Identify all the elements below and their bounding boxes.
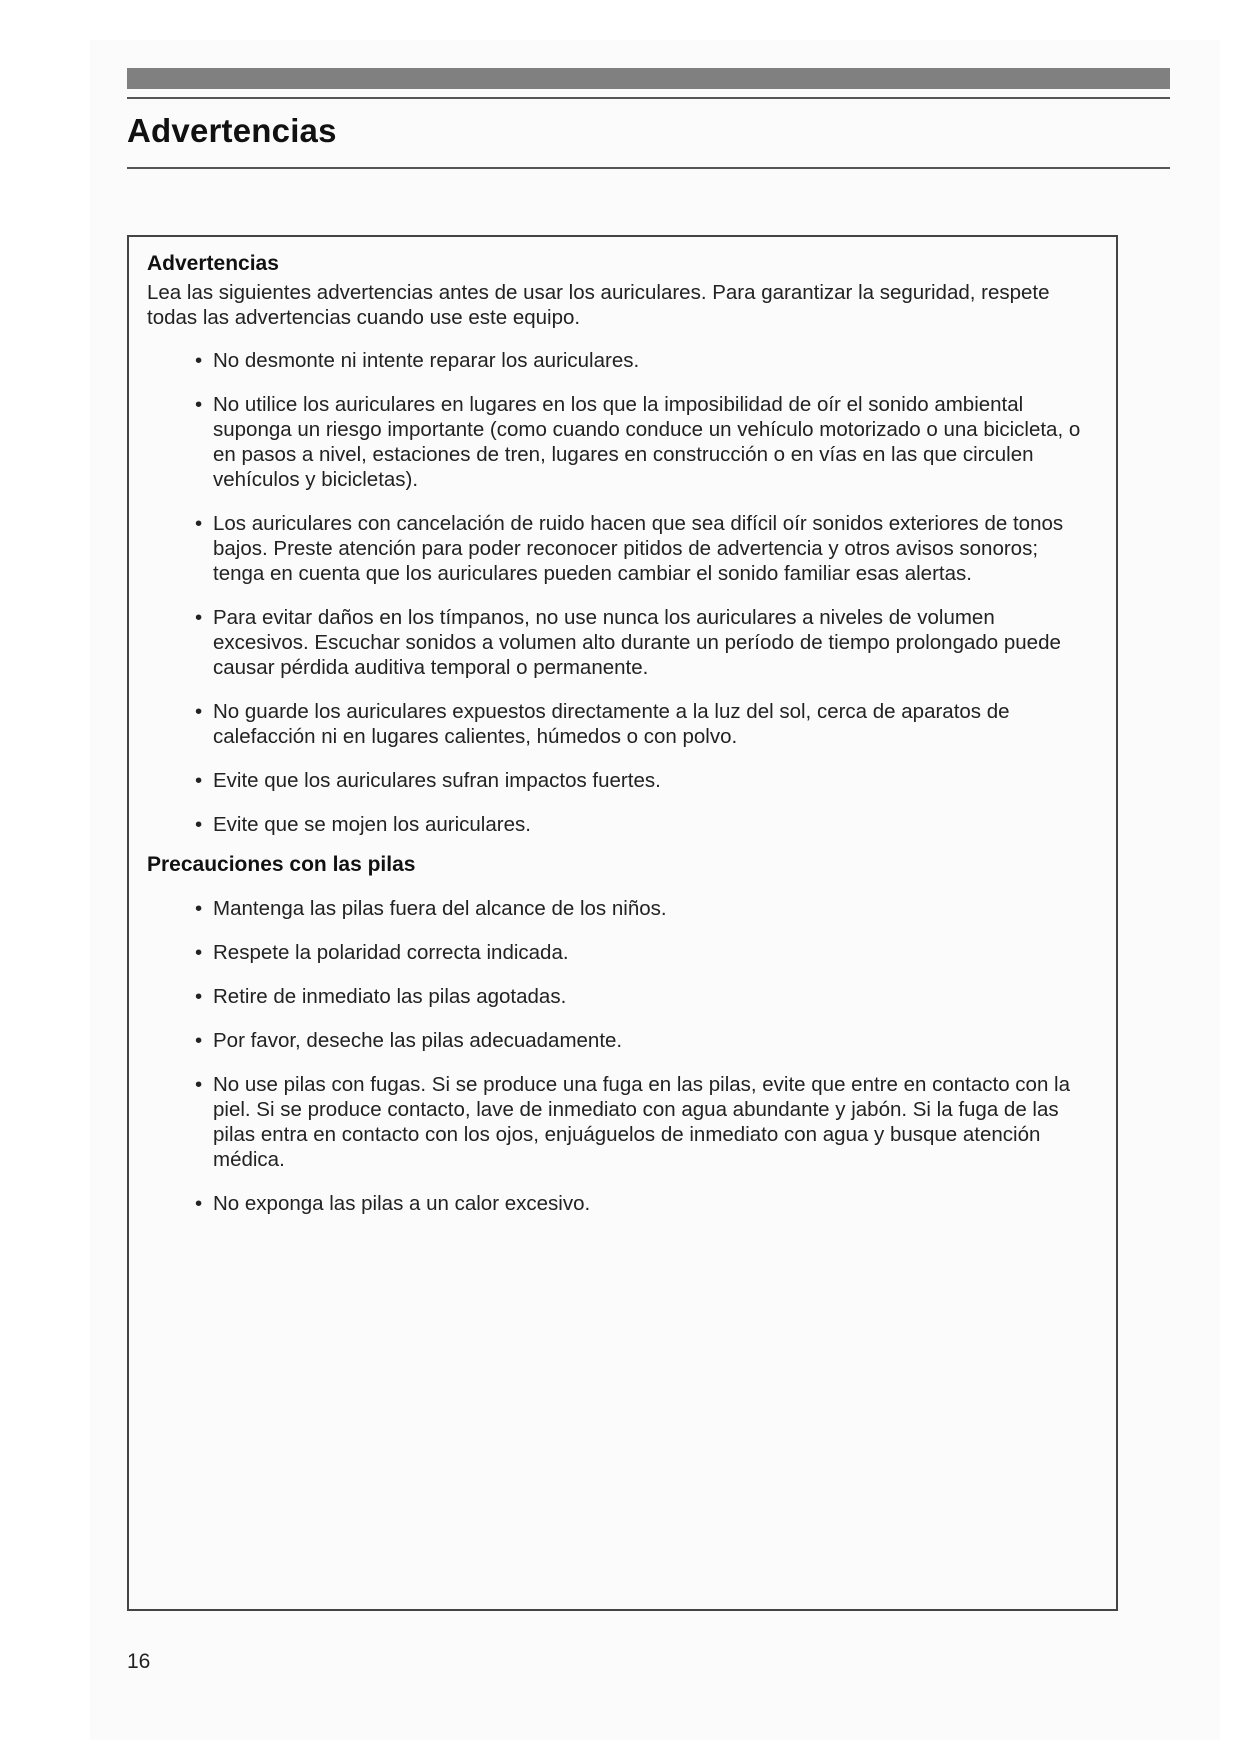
batteries-list [147,896,1094,1216]
list-item: • No guarde los auriculares expuestos directamente a la luz del sol, cerca de aparatos de calefacción ni en lugares calientes, húmedos o con polvo. [195,699,1094,749]
list-item: • Respete la polaridad correcta indicada. [195,940,1094,965]
header-rule-top [127,97,1170,99]
list-item: • Evite que se mojen los auriculares. [195,812,1094,837]
page-title: Advertencias [127,112,337,149]
list-item: • Retire de inmediato las pilas agotadas. [195,984,1094,1009]
warnings-box [127,235,1118,1611]
list-item: • Los auriculares con cancelación de ruido hacen que sea difícil oír sonidos exteriores de tonos bajos. Preste atención para poder reconocer pitidos de advertencia y otros avisos sonoros; tenga en cuenta que los auriculares pueden cambiar el sonido familiar esas alertas. [195,511,1094,586]
warnings-intro: Lea las siguientes advertencias antes de usar los auriculares. Para garantizar la seguridad, respete todas las advertencias cuando use este equipo. [147,281,1050,329]
list-item: • Evite que los auriculares sufran impactos fuertes. [195,768,1094,793]
list-item: • Por favor, deseche las pilas adecuadamente. [195,1028,1094,1053]
list-item: • No utilice los auriculares en lugares en los que la imposibilidad de oír el sonido ambiental suponga un riesgo importante (como cuando conduce un vehículo motorizado o una bicicleta, o en pasos a nivel, estaciones de tren, lugares en construcción o en vías en las que circulen vehículos y bicicletas). [195,392,1094,492]
header-bar [127,68,1170,89]
list-item: • Mantenga las pilas fuera del alcance de los niños. [195,896,1094,921]
list-item: • No desmonte ni intente reparar los auriculares. [195,348,1094,373]
list-item: • No exponga las pilas a un calor excesivo. [195,1191,1094,1216]
warnings-heading: Advertencias [147,252,279,275]
list-item: • No use pilas con fugas. Si se produce una fuga en las pilas, evite que entre en contacto con la piel. Si se produce contacto, lave de inmediato con agua abundante y jabón. Si la fuga de las pilas entra en contacto con los ojos, enjuáguelos de inmediato con agua y busque atención médica. [195,1072,1094,1172]
header-rule-bottom [127,167,1170,169]
page-number: 16 [127,1650,151,1673]
warnings-list [147,348,1094,837]
batteries-heading: Precauciones con las pilas [147,853,416,876]
list-item: • Para evitar daños en los tímpanos, no use nunca los auriculares a niveles de volumen excesivos. Escuchar sonidos a volumen alto durante un período de tiempo prolongado puede causar pérdida auditiva temporal o permanente. [195,605,1094,680]
